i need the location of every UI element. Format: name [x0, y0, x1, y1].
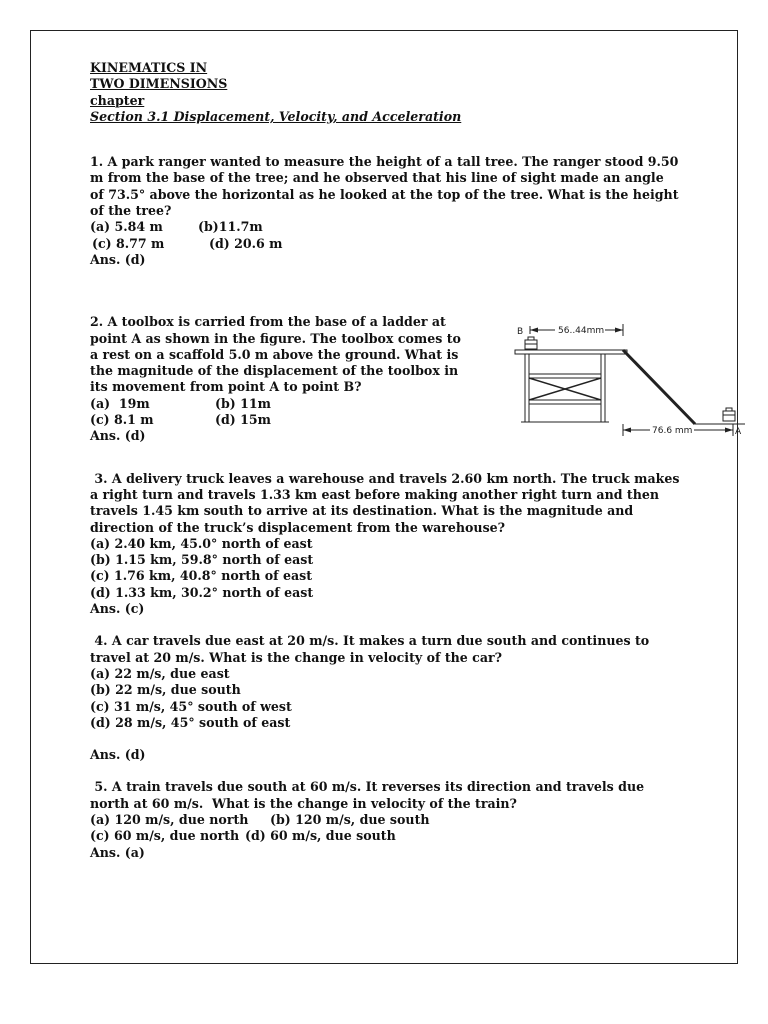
- option-b: (b) 120 m/s, due south: [270, 811, 430, 827]
- document-body: [90, 60, 684, 861]
- question-3: [90, 470, 684, 618]
- option-d: (d) 1.33 km, 30.2° north of east: [90, 584, 314, 600]
- scaffold-platform: [515, 350, 627, 354]
- question-2-options-row-2: [90, 412, 470, 428]
- arrowhead: [615, 328, 623, 333]
- scaffold-bar: [529, 374, 601, 378]
- question-5-options-row-2: [90, 828, 680, 844]
- option-b: (b) 22 m/s, due south: [90, 682, 241, 698]
- option-c: (c) 1.76 km, 40.8° north of east: [90, 568, 313, 584]
- answer: Ans. (d): [90, 251, 146, 267]
- option-a: (a) 2.40 km, 45.0° north of east: [90, 535, 313, 551]
- label-b: B: [517, 327, 524, 337]
- question-1-options-row-1: [90, 219, 680, 235]
- option-c: (c) 60 m/s, due north: [90, 828, 240, 844]
- scaffold-leg-right: [601, 354, 605, 422]
- blank-line: [90, 731, 680, 747]
- ladder: [623, 350, 695, 424]
- question-5: [90, 779, 680, 860]
- arrowhead: [623, 428, 631, 433]
- answer: Ans. (d): [90, 747, 146, 763]
- question-4-text: 4. A car travels due east at 20 m/s. It makes a turn due south and continues to travel at 20 m/s. What is the change in velocity of the car?: [90, 633, 654, 665]
- toolbox-a-icon: [723, 408, 735, 421]
- option-d: (d) 28 m/s, 45° south of east: [90, 714, 291, 730]
- question-5-text: 5. A train travels due south at 60 m/s. It reverses its direction and travels due north at 60 m/s. What is the change in velocity of the train?: [90, 779, 649, 811]
- question-1: [90, 154, 680, 268]
- question-2: [90, 314, 470, 444]
- option-c: (c) 8.77 m: [92, 235, 165, 251]
- option-b: (b) 11m: [215, 395, 271, 411]
- question-2-options-row-1: [90, 396, 470, 412]
- label-a: A: [735, 427, 742, 437]
- answer: Ans. (a): [90, 844, 145, 860]
- option-d: (d) 20.6 m: [209, 235, 283, 251]
- arrowhead: [530, 328, 538, 333]
- option-a: (a) 22 m/s, due east: [90, 665, 230, 681]
- question-2-text: 2. A toolbox is carried from the base of a ladder at point A as shown in the figure. The toolbox comes to a rest on a scaffold 5.0 m above the ground. What is the magnitude of the displacement of the toolbox in its movement from point A to point B?: [90, 314, 461, 395]
- scaffold-bar: [529, 400, 601, 404]
- title-line-1: KINEMATICS IN: [90, 60, 208, 75]
- question-1-options-row-2: [90, 236, 680, 252]
- chapter-label: chapter: [90, 92, 145, 108]
- answer: Ans. (c): [90, 601, 145, 617]
- title-line-2: TWO DIMENSIONS: [90, 76, 228, 92]
- question-5-options-row-1: [90, 812, 680, 828]
- scaffold-diagram: [505, 312, 745, 442]
- option-a: (a) 120 m/s, due north: [90, 811, 249, 827]
- option-b: (b)11.7m: [198, 219, 263, 235]
- scaffold-leg-left: [525, 354, 529, 422]
- document-heading: [90, 60, 680, 125]
- bottom-dimension-label: 76.6 mm: [652, 426, 693, 436]
- option-d: (d) 15m: [215, 412, 271, 428]
- option-b: (b) 1.15 km, 59.8° north of east: [90, 552, 314, 568]
- top-dimension-label: 56..44mm: [558, 326, 605, 336]
- toolbox-b-icon: [525, 337, 537, 349]
- question-4: [90, 633, 680, 763]
- question-1-text: 1. A park ranger wanted to measure the height of a tall tree. The ranger stood 9.50 m from the base of the tree; and he observed that his line of sight made an angle of 73.5° above the horizontal as he looked at the top of the tree. What is the height of the tree?: [90, 154, 679, 219]
- section-title: Section 3.1 Displacement, Velocity, and Acceleration: [90, 108, 462, 124]
- question-3-text: 3. A delivery truck leaves a warehouse and travels 2.60 km north. The truck makes a right turn and travels 1.33 km east before making another right turn and then travels 1.45 km south to arrive at its destination. What is the magnitude and direction of the truck’s displacement from the warehouse?: [90, 470, 684, 535]
- option-a: (a) 5.84 m: [90, 219, 163, 235]
- answer: Ans. (d): [90, 428, 146, 444]
- option-c: (c) 31 m/s, 45° south of west: [90, 698, 292, 714]
- arrowhead: [725, 428, 733, 433]
- option-a: (a) 19m: [90, 395, 150, 411]
- option-c: (c) 8.1 m: [90, 412, 154, 428]
- option-d: (d) 60 m/s, due south: [245, 828, 396, 844]
- scaffold-figure: [505, 312, 745, 442]
